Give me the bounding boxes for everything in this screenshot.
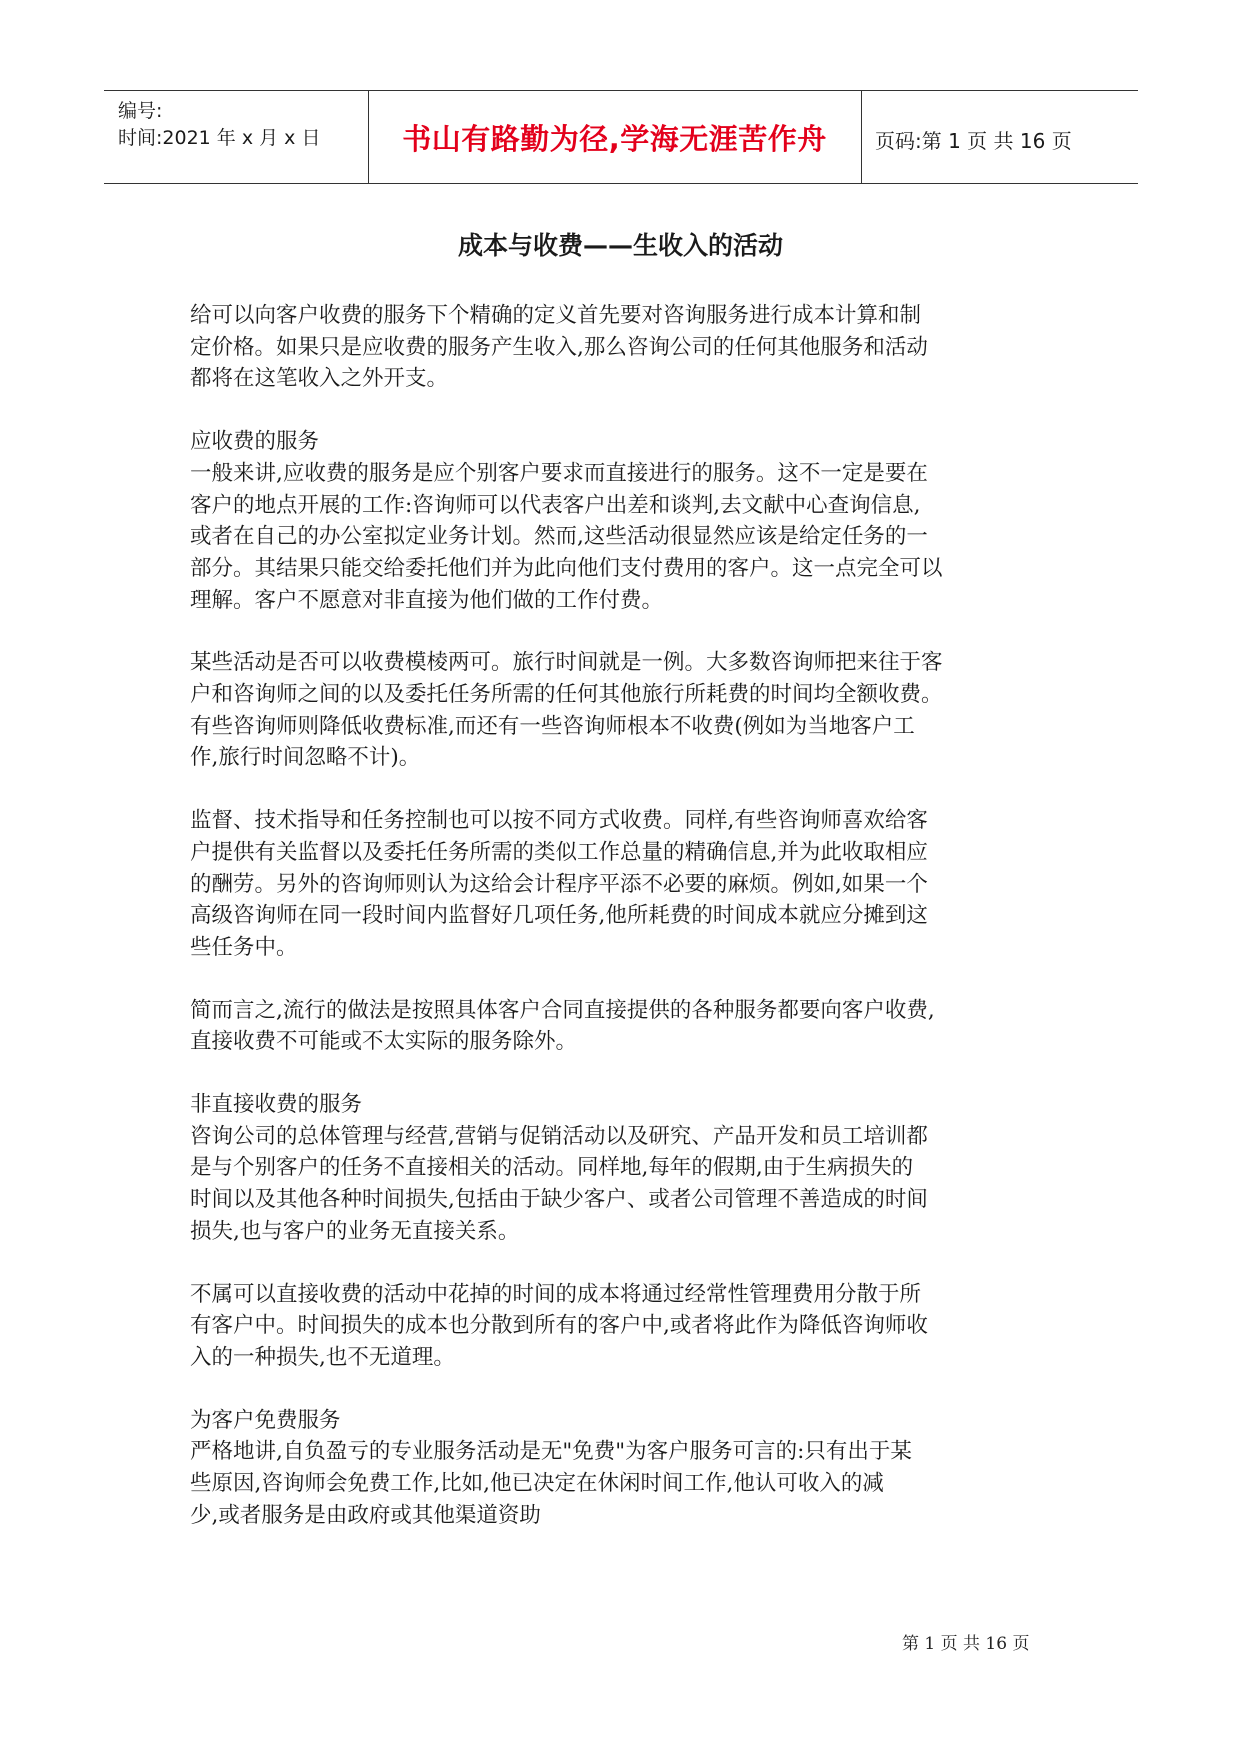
text-line: 作,旅行时间忽略不计)。 [190,745,421,771]
text-line: 少,或者服务是由政府或其他渠道资助 [190,1502,541,1528]
paragraph [190,995,1060,1058]
paragraph [190,1405,1060,1532]
text-line: 为客户免费服务 [190,1407,341,1433]
page-footer: 第 1 页 共 16 页 [902,1634,1030,1654]
text-line: 时间以及其他各种时间损失,包括由于缺少客户、或者公司管理不善造成的时间 [190,1187,928,1213]
paragraph [190,300,1060,395]
paragraph-gap [190,774,1060,805]
paragraph [190,1279,1060,1374]
motto: 书山有路勤为径,学海无涯苦作舟 [402,122,827,156]
paragraph-gap [190,395,1060,426]
text-line: 严格地讲,自负盈亏的专业服务活动是无"免费"为客户服务可言的:只有出于某 [190,1439,912,1465]
paragraph [190,805,1060,964]
text-line: 直接收费不可能或不太实际的服务除外。 [190,1029,578,1055]
text-line: 户和咨询师之间的以及委托任务所需的任何其他旅行所耗费的时间均全额收费。 [190,682,943,708]
text-line: 的酬劳。另外的咨询师则认为这给会计程序平添不必要的麻烦。例如,如果一个 [190,871,928,897]
text-line: 户提供有关监督以及委托任务所需的类似工作总量的精确信息,并为此收取相应 [190,839,928,865]
header-info-cell [104,91,369,183]
text-line: 损失,也与客户的业务无直接关系。 [190,1218,520,1244]
text-line: 部分。其结果只能交给委托他们并为此向他们支付费用的客户。这一点完全可以 [190,555,943,581]
text-line: 或者在自己的办公室拟定业务计划。然而,这些活动很显然应该是给定任务的一 [190,524,928,550]
paragraph-gap [190,616,1060,647]
text-line: 理解。客户不愿意对非直接为他们做的工作付费。 [190,587,664,613]
text-line: 非直接收费的服务 [190,1092,363,1118]
text-line: 些原因,咨询师会免费工作,比如,他已决定在休闲时间工作,他认可收入的减 [190,1471,884,1497]
page-code: 页码:第 1 页 共 16 页 [875,129,1072,153]
document-title: 成本与收费——生收入的活动 [457,231,783,260]
text-line: 定价格。如果只是应收费的服务产生收入,那么咨询公司的任何其他服务和活动 [190,334,928,360]
text-line: 监督、技术指导和任务控制也可以按不同方式收费。同样,有些咨询师喜欢给客 [190,808,928,834]
text-line: 都将在这笔收入之外开支。 [190,366,449,392]
text-line: 简而言之,流行的做法是按照具体客户合同直接提供的各种服务都要向客户收费, [190,997,935,1023]
text-line: 有些咨询师则降低收费标准,而还有一些咨询师根本不收费(例如为当地客户工 [190,713,915,739]
paragraph [190,647,1060,774]
text-line: 不属可以直接收费的活动中花掉的时间的成本将通过经常性管理费用分散于所 [190,1281,922,1307]
paragraph [190,1089,1060,1248]
document-body [190,300,1060,1532]
paragraph-gap [190,1058,1060,1089]
paragraph-gap [190,964,1060,995]
text-line: 入的一种损失,也不无道理。 [190,1344,455,1370]
header-motto-cell [368,91,862,183]
text-line: 有客户中。时间损失的成本也分散到所有的客户中,或者将此作为降低咨询师收 [190,1313,928,1339]
text-line: 某些活动是否可以收费模棱两可。旅行时间就是一例。大多数咨询师把来往于客 [190,650,943,676]
paragraph [190,426,1060,616]
text-line: 应收费的服务 [190,429,320,455]
text-line: 客户的地点开展的工作:咨询师可以代表客户出差和谈判,去文献中心查询信息, [190,492,921,518]
header-page-cell [861,91,1138,183]
text-line: 一般来讲,应收费的服务是应个别客户要求而直接进行的服务。这不一定是要在 [190,460,928,486]
text-line: 咨询公司的总体管理与经营,营销与促销活动以及研究、产品开发和员工培训都 [190,1123,928,1149]
paragraph-gap [190,1374,1060,1405]
text-line: 是与个别客户的任务不直接相关的活动。同样地,每年的假期,由于生病损失的 [190,1155,914,1181]
paragraph-gap [190,1248,1060,1279]
text-line: 些任务中。 [190,934,298,960]
text-line: 高级咨询师在同一段时间内监督好几项任务,他所耗费的时间成本就应分摊到这 [190,903,928,929]
page-header [104,90,1138,184]
time-label: 时间:2021 年 x 月 x 日 [118,127,321,149]
text-line: 给可以向客户收费的服务下个精确的定义首先要对咨询服务进行成本计算和制 [190,303,922,328]
serial-label: 编号: [118,100,163,122]
